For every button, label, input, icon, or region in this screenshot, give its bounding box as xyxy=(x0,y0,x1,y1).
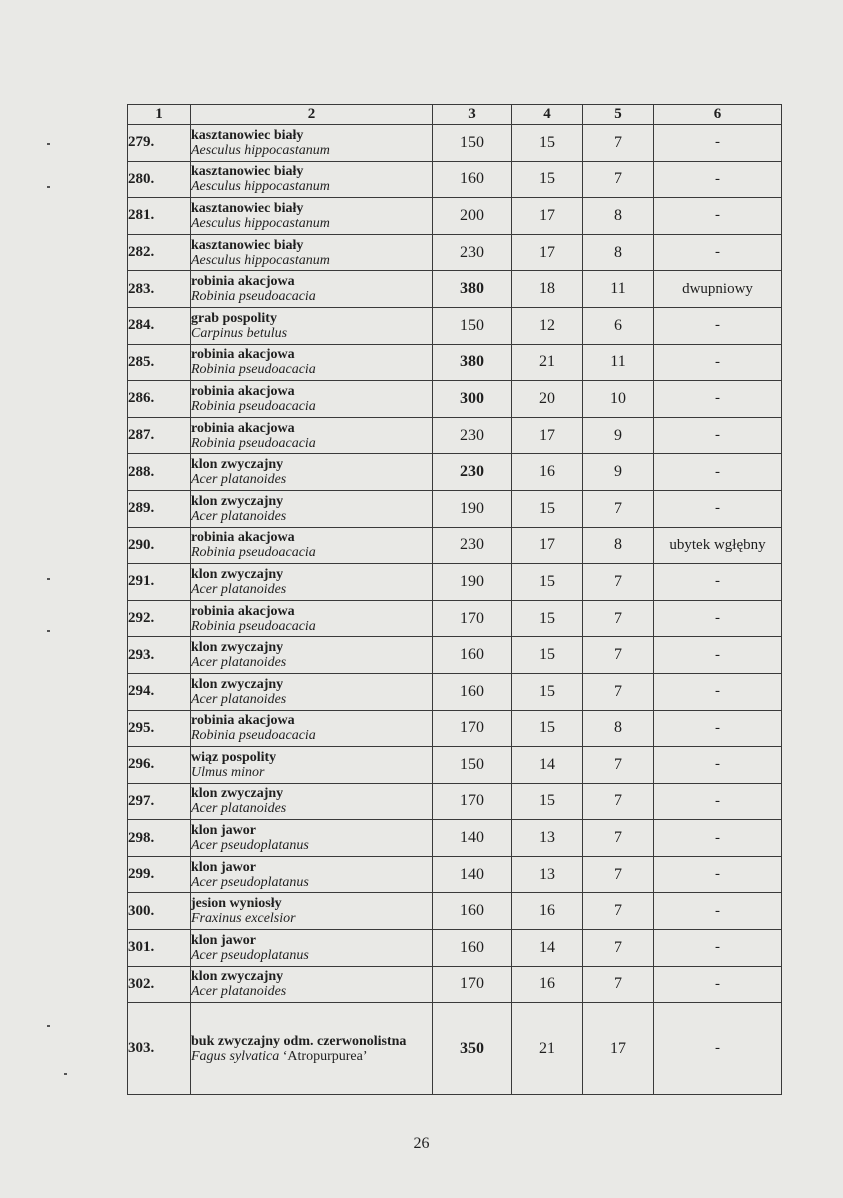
column-header-5: 5 xyxy=(583,105,654,125)
circumference-cell: 380 xyxy=(433,271,512,308)
height-cell: 18 xyxy=(512,271,583,308)
table-row xyxy=(128,820,782,857)
species-cell xyxy=(191,234,433,271)
circumference-cell: 190 xyxy=(433,490,512,527)
latin-name: Robinia pseudoacacia xyxy=(191,289,316,305)
latin-name: Robinia pseudoacacia xyxy=(191,435,316,451)
latin-name-line xyxy=(191,289,432,304)
page-number: 26 xyxy=(413,1135,430,1152)
row-number: 292. xyxy=(128,600,191,637)
remarks-cell: - xyxy=(654,930,782,967)
species-cell xyxy=(191,783,433,820)
height-cell: 15 xyxy=(512,673,583,710)
polish-name: klon zwyczajny xyxy=(191,786,284,802)
height-cell: 12 xyxy=(512,307,583,344)
remarks-cell: dwupniowy xyxy=(654,271,782,308)
header-row xyxy=(128,105,782,125)
row-number: 293. xyxy=(128,637,191,674)
remarks-cell: ubytek wgłębny xyxy=(654,527,782,564)
latin-name: Acer platanoides xyxy=(191,984,287,1000)
scan-speck xyxy=(64,1073,67,1075)
latin-name-line xyxy=(191,545,432,560)
latin-name: Aesculus hippocastanum xyxy=(191,142,330,158)
crown-cell: 7 xyxy=(583,747,654,784)
remarks-cell: - xyxy=(654,417,782,454)
circumference-cell: 150 xyxy=(433,125,512,162)
polish-name: klon zwyczajny xyxy=(191,493,284,509)
latin-name-line xyxy=(191,948,432,963)
polish-name: robinia akacjowa xyxy=(191,347,295,363)
polish-name: wiąz pospolity xyxy=(191,749,277,765)
column-header-6: 6 xyxy=(654,105,782,125)
height-cell: 15 xyxy=(512,125,583,162)
latin-name-line xyxy=(191,984,432,999)
circumference-cell: 230 xyxy=(433,234,512,271)
table-row xyxy=(128,125,782,162)
crown-cell: 8 xyxy=(583,710,654,747)
remarks-cell: - xyxy=(654,564,782,601)
latin-name: Ulmus minor xyxy=(191,764,265,780)
latin-name: Robinia pseudoacacia xyxy=(191,362,316,378)
species-cell xyxy=(191,527,433,564)
polish-name: klon zwyczajny xyxy=(191,640,284,656)
latin-name-line xyxy=(191,362,432,377)
row-number: 290. xyxy=(128,527,191,564)
species-cell xyxy=(191,1003,433,1095)
table-row xyxy=(128,527,782,564)
polish-name: buk zwyczajny odm. czerwonolistna xyxy=(191,1033,407,1049)
remarks-cell: - xyxy=(654,747,782,784)
latin-name: Acer platanoides xyxy=(191,801,287,817)
latin-name: Acer pseudoplatanus xyxy=(191,947,309,963)
latin-name-line xyxy=(191,509,432,524)
row-number: 283. xyxy=(128,271,191,308)
latin-name: Robinia pseudoacacia xyxy=(191,398,316,414)
polish-name: kasztanowiec biały xyxy=(191,164,304,180)
height-cell: 17 xyxy=(512,234,583,271)
latin-name-line xyxy=(191,838,432,853)
row-number: 279. xyxy=(128,125,191,162)
polish-name: klon jawor xyxy=(191,859,256,875)
species-cell xyxy=(191,564,433,601)
polish-name: klon jawor xyxy=(191,932,256,948)
remarks-cell: - xyxy=(654,234,782,271)
latin-name-line xyxy=(191,1049,432,1064)
latin-name-line xyxy=(191,179,432,194)
remarks-cell: - xyxy=(654,344,782,381)
polish-name: kasztanowiec biały xyxy=(191,127,304,143)
polish-name: jesion wyniosły xyxy=(191,896,282,912)
circumference-cell: 170 xyxy=(433,710,512,747)
latin-name-line xyxy=(191,472,432,487)
height-cell: 15 xyxy=(512,600,583,637)
polish-name: robinia akacjowa xyxy=(191,603,295,619)
tree-inventory-table xyxy=(127,104,782,1095)
remarks-cell: - xyxy=(654,1003,782,1095)
crown-cell: 7 xyxy=(583,966,654,1003)
table-row xyxy=(128,564,782,601)
crown-cell: 8 xyxy=(583,234,654,271)
species-cell xyxy=(191,966,433,1003)
latin-name: Aesculus hippocastanum xyxy=(191,179,330,195)
crown-cell: 11 xyxy=(583,271,654,308)
latin-name-line xyxy=(191,655,432,670)
column-header-3: 3 xyxy=(433,105,512,125)
species-cell xyxy=(191,490,433,527)
remarks-cell: - xyxy=(654,966,782,1003)
polish-name: robinia akacjowa xyxy=(191,420,295,436)
height-cell: 13 xyxy=(512,856,583,893)
height-cell: 15 xyxy=(512,783,583,820)
species-cell xyxy=(191,820,433,857)
cultivar-name: ‘Atropurpurea’ xyxy=(282,1048,368,1064)
table-row xyxy=(128,490,782,527)
crown-cell: 10 xyxy=(583,381,654,418)
table-row xyxy=(128,673,782,710)
height-cell: 17 xyxy=(512,198,583,235)
table-row xyxy=(128,783,782,820)
row-number: 302. xyxy=(128,966,191,1003)
crown-cell: 11 xyxy=(583,344,654,381)
row-number: 281. xyxy=(128,198,191,235)
latin-name: Acer pseudoplatanus xyxy=(191,838,309,854)
circumference-cell: 170 xyxy=(433,783,512,820)
crown-cell: 7 xyxy=(583,893,654,930)
latin-name: Aesculus hippocastanum xyxy=(191,252,330,268)
height-cell: 21 xyxy=(512,344,583,381)
polish-name: robinia akacjowa xyxy=(191,383,295,399)
latin-name-line xyxy=(191,436,432,451)
row-number: 303. xyxy=(128,1003,191,1095)
crown-cell: 9 xyxy=(583,454,654,491)
row-number: 287. xyxy=(128,417,191,454)
crown-cell: 7 xyxy=(583,564,654,601)
row-number: 297. xyxy=(128,783,191,820)
row-number: 289. xyxy=(128,490,191,527)
species-cell xyxy=(191,893,433,930)
circumference-cell: 200 xyxy=(433,198,512,235)
latin-name-line xyxy=(191,728,432,743)
latin-name: Robinia pseudoacacia xyxy=(191,545,316,561)
latin-name-line xyxy=(191,399,432,414)
remarks-cell: - xyxy=(654,710,782,747)
latin-name-line xyxy=(191,216,432,231)
scan-speck xyxy=(47,143,50,145)
table-row xyxy=(128,344,782,381)
crown-cell: 7 xyxy=(583,637,654,674)
column-header-2: 2 xyxy=(191,105,433,125)
crown-cell: 7 xyxy=(583,490,654,527)
table-row xyxy=(128,637,782,674)
species-cell xyxy=(191,271,433,308)
circumference-cell: 160 xyxy=(433,673,512,710)
table-row xyxy=(128,454,782,491)
remarks-cell: - xyxy=(654,454,782,491)
latin-name-line xyxy=(191,765,432,780)
circumference-cell: 300 xyxy=(433,381,512,418)
species-cell xyxy=(191,856,433,893)
circumference-cell: 150 xyxy=(433,747,512,784)
crown-cell: 6 xyxy=(583,307,654,344)
latin-name: Aesculus hippocastanum xyxy=(191,215,330,231)
crown-cell: 7 xyxy=(583,930,654,967)
remarks-cell: - xyxy=(654,637,782,674)
scan-speck xyxy=(47,186,50,188)
scan-speck xyxy=(47,1025,50,1027)
polish-name: robinia akacjowa xyxy=(191,274,295,290)
circumference-cell: 170 xyxy=(433,966,512,1003)
table-row xyxy=(128,271,782,308)
circumference-cell: 230 xyxy=(433,527,512,564)
remarks-cell: - xyxy=(654,381,782,418)
scan-speck xyxy=(47,578,50,580)
remarks-cell: - xyxy=(654,893,782,930)
row-number: 286. xyxy=(128,381,191,418)
species-cell xyxy=(191,600,433,637)
row-number: 294. xyxy=(128,673,191,710)
table-row xyxy=(128,747,782,784)
crown-cell: 17 xyxy=(583,1003,654,1095)
row-number: 301. xyxy=(128,930,191,967)
circumference-cell: 150 xyxy=(433,307,512,344)
species-cell xyxy=(191,930,433,967)
latin-name-line xyxy=(191,801,432,816)
row-number: 288. xyxy=(128,454,191,491)
table-row xyxy=(128,930,782,967)
remarks-cell: - xyxy=(654,490,782,527)
species-cell xyxy=(191,417,433,454)
remarks-cell: - xyxy=(654,125,782,162)
latin-name-line xyxy=(191,253,432,268)
polish-name: grab pospolity xyxy=(191,310,277,326)
height-cell: 15 xyxy=(512,710,583,747)
crown-cell: 7 xyxy=(583,125,654,162)
latin-name-line xyxy=(191,875,432,890)
table-header xyxy=(128,105,782,125)
circumference-cell: 160 xyxy=(433,930,512,967)
table-row xyxy=(128,600,782,637)
species-cell xyxy=(191,454,433,491)
latin-name: Acer platanoides xyxy=(191,508,287,524)
row-number: 282. xyxy=(128,234,191,271)
table-row xyxy=(128,1003,782,1095)
latin-name-line xyxy=(191,582,432,597)
crown-cell: 7 xyxy=(583,600,654,637)
scan-speck xyxy=(47,630,50,632)
height-cell: 15 xyxy=(512,161,583,198)
height-cell: 16 xyxy=(512,893,583,930)
row-number: 299. xyxy=(128,856,191,893)
crown-cell: 7 xyxy=(583,673,654,710)
polish-name: klon zwyczajny xyxy=(191,566,284,582)
polish-name: robinia akacjowa xyxy=(191,713,295,729)
latin-name: Robinia pseudoacacia xyxy=(191,618,316,634)
height-cell: 17 xyxy=(512,417,583,454)
polish-name: kasztanowiec biały xyxy=(191,200,304,216)
circumference-cell: 160 xyxy=(433,637,512,674)
remarks-cell: - xyxy=(654,307,782,344)
height-cell: 15 xyxy=(512,637,583,674)
crown-cell: 7 xyxy=(583,820,654,857)
circumference-cell: 190 xyxy=(433,564,512,601)
latin-name-line xyxy=(191,326,432,341)
table-body xyxy=(128,125,782,1095)
circumference-cell: 230 xyxy=(433,454,512,491)
height-cell: 16 xyxy=(512,966,583,1003)
latin-name: Carpinus betulus xyxy=(191,325,288,341)
table-row xyxy=(128,234,782,271)
species-cell xyxy=(191,307,433,344)
table-row xyxy=(128,966,782,1003)
latin-name-line xyxy=(191,143,432,158)
circumference-cell: 350 xyxy=(433,1003,512,1095)
latin-name: Robinia pseudoacacia xyxy=(191,728,316,744)
species-cell xyxy=(191,747,433,784)
circumference-cell: 160 xyxy=(433,893,512,930)
table-row xyxy=(128,161,782,198)
latin-name: Fagus sylvatica xyxy=(191,1048,280,1064)
latin-name: Fraxinus excelsior xyxy=(191,911,296,927)
latin-name-line xyxy=(191,692,432,707)
latin-name: Acer pseudoplatanus xyxy=(191,874,309,890)
latin-name: Acer platanoides xyxy=(191,691,287,707)
height-cell: 14 xyxy=(512,930,583,967)
remarks-cell: - xyxy=(654,783,782,820)
height-cell: 14 xyxy=(512,747,583,784)
height-cell: 15 xyxy=(512,490,583,527)
species-cell xyxy=(191,637,433,674)
table-row xyxy=(128,710,782,747)
polish-name: robinia akacjowa xyxy=(191,530,295,546)
polish-name: klon jawor xyxy=(191,823,256,839)
height-cell: 16 xyxy=(512,454,583,491)
height-cell: 20 xyxy=(512,381,583,418)
remarks-cell: - xyxy=(654,820,782,857)
crown-cell: 8 xyxy=(583,527,654,564)
remarks-cell: - xyxy=(654,198,782,235)
row-number: 291. xyxy=(128,564,191,601)
polish-name: klon zwyczajny xyxy=(191,969,284,985)
column-header-4: 4 xyxy=(512,105,583,125)
row-number: 280. xyxy=(128,161,191,198)
crown-cell: 9 xyxy=(583,417,654,454)
species-cell xyxy=(191,161,433,198)
remarks-cell: - xyxy=(654,673,782,710)
circumference-cell: 380 xyxy=(433,344,512,381)
height-cell: 13 xyxy=(512,820,583,857)
table-row xyxy=(128,307,782,344)
row-number: 296. xyxy=(128,747,191,784)
remarks-cell: - xyxy=(654,600,782,637)
table-row xyxy=(128,856,782,893)
polish-name: klon zwyczajny xyxy=(191,676,284,692)
polish-name: klon zwyczajny xyxy=(191,457,284,473)
latin-name: Acer platanoides xyxy=(191,472,287,488)
species-cell xyxy=(191,125,433,162)
latin-name-line xyxy=(191,619,432,634)
crown-cell: 7 xyxy=(583,783,654,820)
table-row xyxy=(128,198,782,235)
height-cell: 21 xyxy=(512,1003,583,1095)
circumference-cell: 160 xyxy=(433,161,512,198)
column-header-1: 1 xyxy=(128,105,191,125)
table-row xyxy=(128,417,782,454)
table-row xyxy=(128,381,782,418)
species-cell xyxy=(191,710,433,747)
height-cell: 17 xyxy=(512,527,583,564)
polish-name: kasztanowiec biały xyxy=(191,237,304,253)
row-number: 284. xyxy=(128,307,191,344)
remarks-cell: - xyxy=(654,161,782,198)
remarks-cell: - xyxy=(654,856,782,893)
circumference-cell: 170 xyxy=(433,600,512,637)
row-number: 285. xyxy=(128,344,191,381)
crown-cell: 8 xyxy=(583,198,654,235)
species-cell xyxy=(191,673,433,710)
crown-cell: 7 xyxy=(583,161,654,198)
crown-cell: 7 xyxy=(583,856,654,893)
circumference-cell: 230 xyxy=(433,417,512,454)
row-number: 295. xyxy=(128,710,191,747)
species-cell xyxy=(191,381,433,418)
species-cell xyxy=(191,198,433,235)
species-cell xyxy=(191,344,433,381)
latin-name-line xyxy=(191,911,432,926)
row-number: 300. xyxy=(128,893,191,930)
latin-name: Acer platanoides xyxy=(191,655,287,671)
circumference-cell: 140 xyxy=(433,820,512,857)
circumference-cell: 140 xyxy=(433,856,512,893)
height-cell: 15 xyxy=(512,564,583,601)
table-row xyxy=(128,893,782,930)
row-number: 298. xyxy=(128,820,191,857)
latin-name: Acer platanoides xyxy=(191,581,287,597)
